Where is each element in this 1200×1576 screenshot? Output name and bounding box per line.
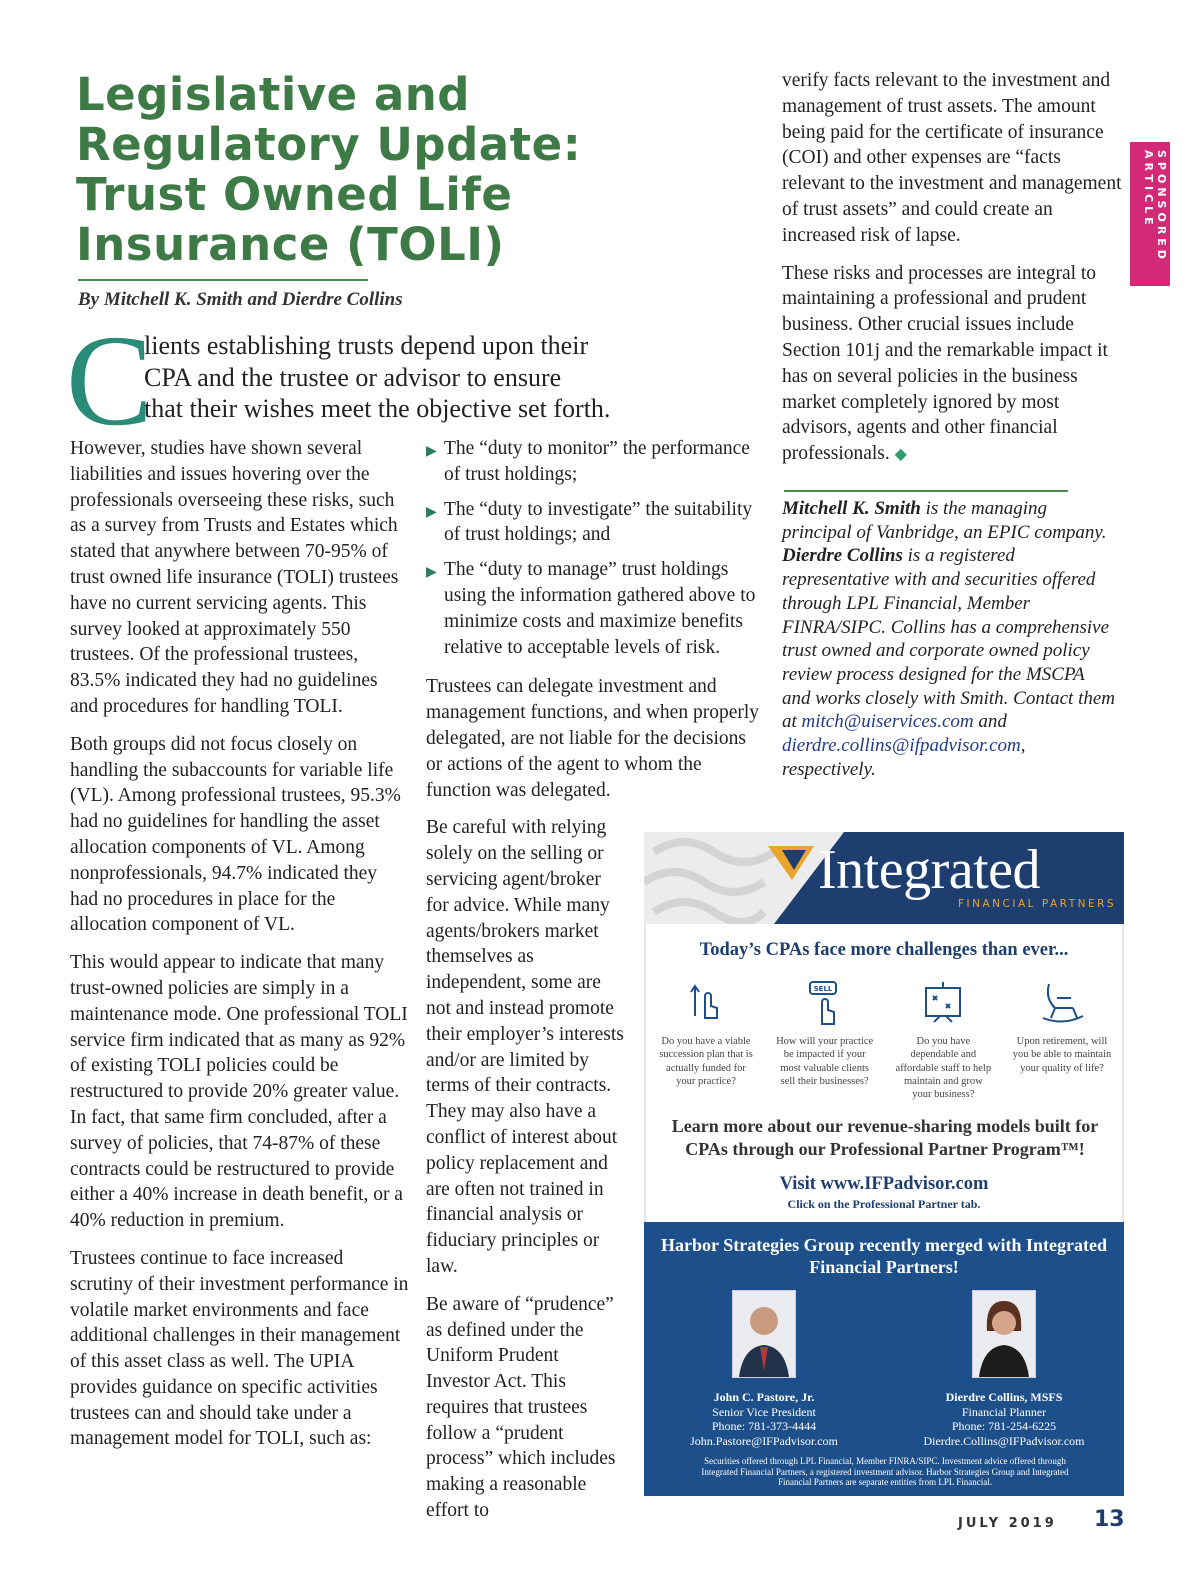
ad-visit-link[interactable]: Visit www.IFPadvisor.com [779, 1174, 989, 1194]
lead-line: CPA and the trustee or advisor to ensure [144, 362, 562, 392]
author-name: Dierdre Collins [782, 545, 903, 567]
person-details [690, 1390, 838, 1448]
lead-paragraph [144, 330, 644, 425]
title-line: Trust Owned Life [76, 168, 513, 221]
bio-divider [784, 490, 1068, 492]
brand-name: Integrated [818, 839, 1040, 901]
title-line: Insurance (TOLI) [76, 218, 505, 271]
triangle-bullet-icon: ▶ [426, 565, 437, 581]
brand-subtitle: FINANCIAL PARTNERS [958, 898, 1117, 910]
person-name: Dierdre Collins, MSFS [945, 1390, 1063, 1404]
icon-caption: Upon retirement, will you be able to maintain your quality of life? [1012, 1036, 1112, 1074]
lead-line: that their wishes meet the objective set forth. [144, 394, 611, 423]
icon-caption: How will your practice be impacted if your most valuable clients sell their businesses? [776, 1036, 874, 1087]
icon-card [775, 978, 875, 1101]
paragraph: verify facts relevant to the investment and management of trust assets. The amount being paid for the certificate of insurance (COI) and other expenses are “facts relevant to the investment and management of trust assets” and could create an increased risk of lapse. [782, 70, 1122, 246]
person-card [654, 1290, 874, 1448]
person-card [894, 1290, 1114, 1448]
bullet-item [426, 557, 766, 660]
icon-row [656, 978, 1112, 1101]
person-name: John C. Pastore, Jr. [713, 1390, 815, 1404]
bullet-text: The “duty to manage” trust holdings using the information gathered above to minimize costs and maximize benefits relative to acceptable levels of risk. [444, 559, 756, 658]
title-line: Legislative and [76, 68, 470, 121]
person-title: Financial Planner [961, 1404, 1047, 1419]
email-link[interactable]: dierdre.collins@ifpadvisor.com [782, 735, 1021, 757]
sell-button-icon [800, 978, 850, 1026]
paragraph: This would appear to indicate that many trust-owned policies are simply in a maintenance mode. One professional TOLI service firm indicated that as many as 92% of existing TOLI policies could be restructured to provide 20% greater value. In fact, that same firm concluded, after a survey of policies, that 74-87% of these contracts could be restructured to provide either a 40% increase in death benefit, or a 40% reduction in premium. [70, 952, 408, 1232]
headshot-photo [732, 1290, 796, 1378]
paragraph: Be aware of “prudence” as defined under the Uniform Prudent Investor Act. This requires that trustees follow a “prudent process” which includes making a reasonable effort to [426, 1293, 616, 1522]
end-mark-icon: ◆ [894, 446, 907, 464]
body-column-3 [782, 68, 1127, 480]
body-column-1 [70, 436, 410, 1464]
title-line: Regulatory Update: [76, 118, 582, 171]
bullet-text: The “duty to investigate” the suitability of trust holdings; and [444, 498, 753, 546]
bullet-text: The “duty to monitor” the performance of trust holdings; [444, 438, 750, 485]
person-phone: Phone: 781-373-4444 [711, 1419, 817, 1433]
strategy-board-icon [918, 978, 968, 1026]
person-email[interactable]: John.Pastore@IFPadvisor.com [690, 1433, 838, 1448]
drop-cap: C [66, 309, 153, 453]
bullet-item [426, 436, 766, 488]
succession-hand-icon [681, 978, 731, 1026]
bio-text: is a registered representative with and securities offered through LPL Financial, Member FINRA/SIPC. Collins has a comprehensive trust owned and corporate owned policy review process designed for the MSCPA and works closely with Smith. Contact them at [782, 545, 1116, 733]
paragraph-text: These risks and processes are integral to maintaining a professional and prudent business. Other crucial issues include Section 101j and the remarkable impact it has on several policies in the business market completely ignored by most advisors, agents and other financial professionals. [782, 262, 1108, 465]
person-phone: Phone: 781-254-6225 [951, 1419, 1057, 1433]
rocking-chair-icon [1037, 978, 1087, 1026]
paragraph: Both groups did not focus closely on handling the subaccounts for variable life (VL). Among professional trustees, 95.3% had no guidelines for handling the asset allocation components of VL. Among nonprofessionals, 94.7% indicated they had no procedures in place for the allocation component of VL. [70, 733, 401, 936]
bio-text: and [973, 711, 1007, 733]
paragraph: However, studies have shown several liabilities and issues hovering over the professionals overseeing these risks, such as a survey from Trusts and Estates which stated that anywhere between 70-95% of trust owned life insurance (TOLI) trustees have no current servicing agents. This survey looked at approximately 550 trustees. Of the professional trustees, 83.5% indicated they had no guidelines and procedures for handling TOLI. [70, 438, 399, 717]
author-bio [782, 497, 1117, 781]
ad-disclaimer: Securities offered through LPL Financial, Member FINRA/SIPC. Investment advice offered through Integrated Financial Partners, a registered investment advisor. Harbor Strategies Group and Integrated Financial Partners are separate entities from LPL Financial. [701, 1456, 1069, 1487]
issue-date: JULY 2019 [958, 1516, 1057, 1531]
article-title [76, 70, 596, 270]
sponsored-label: SPONSORED ARTICLE [1142, 150, 1168, 263]
byline: By Mitchell K. Smith and Dierdre Collins [78, 289, 403, 310]
paragraph [782, 261, 1127, 468]
ad-learn-more: Learn more about our revenue-sharing models built for CPAs through our Professional Partner Program™! [671, 1116, 1099, 1159]
person-title: Senior Vice President [712, 1404, 816, 1419]
icon-caption: Do you have a viable succession plan that is actually funded for your practice? [659, 1036, 753, 1087]
title-divider [78, 279, 368, 281]
icon-card [1012, 978, 1112, 1101]
lead-line: lients establishing trusts depend upon their [144, 331, 589, 360]
headshot-photo [972, 1290, 1036, 1378]
author-name: Mitchell K. Smith [782, 498, 921, 519]
person-email[interactable]: Dierdre.Collins@IFPadvisor.com [923, 1433, 1085, 1448]
bullet-item [426, 497, 766, 549]
bio-text: , respectively. [782, 735, 1026, 780]
people-row [644, 1290, 1124, 1448]
paragraph: Trustees can delegate investment and management functions, and when properly delegated, are not liable for the decisions or actions of the agent to whom the function was delegated. [426, 676, 760, 801]
paragraph: Be careful with relying solely on the selling or servicing agent/broker for advice. While many agents/brokers market themselves as independent, some are not and instead promote their employer’s interests and/or are limited by terms of their contracts. They may also have a conflict of interest about policy replacement and are often not trained in financial analysis or fiduciary principles or law. [426, 817, 624, 1277]
page-number: 13 [1094, 1507, 1125, 1532]
triangle-bullet-icon: ▶ [426, 504, 437, 520]
triangle-bullet-icon: ▶ [426, 444, 437, 459]
svg-text:SELL: SELL [813, 985, 833, 993]
person-details [923, 1390, 1084, 1448]
icon-caption: Do you have dependable and affordable staff to help maintain and grow your business? [895, 1036, 992, 1101]
icon-card [656, 978, 756, 1101]
ad-click-note: Click on the Professional Partner tab. [787, 1197, 981, 1211]
bio-text: is the managing principal of Vanbridge, an EPIC company. [782, 498, 1107, 543]
ad-headline: Today’s CPAs face more challenges than ever... [699, 940, 1069, 960]
paragraph: Trustees continue to face increased scrutiny of their investment performance in volatile market environments and face additional challenges in their management of this asset class as well. The UPIA provides guidance on specific activities trustees can and should take under a management model for TOLI, such as: [70, 1247, 409, 1450]
icon-card [893, 978, 993, 1101]
ad-merger-note: Harbor Strategies Group recently merged with Integrated Financial Partners! [661, 1235, 1107, 1277]
email-link[interactable]: mitch@uiservices.com [801, 711, 974, 733]
